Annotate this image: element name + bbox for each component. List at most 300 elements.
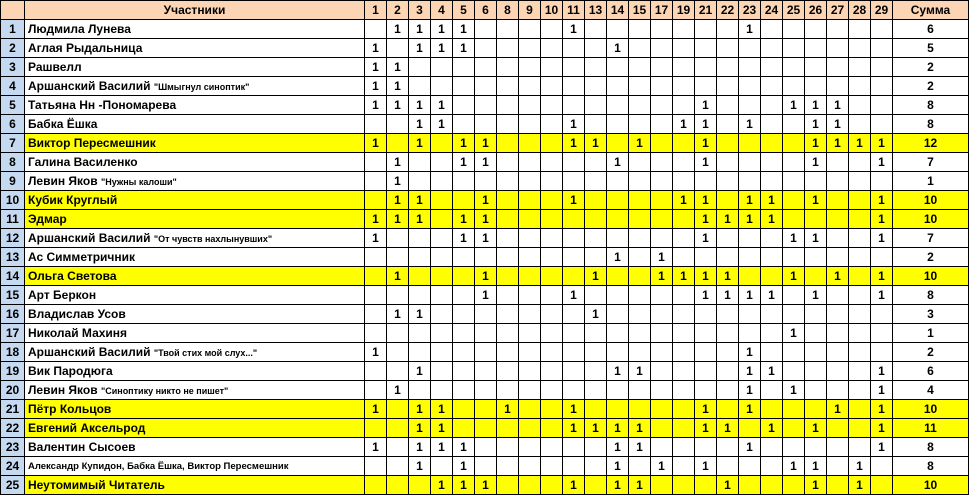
score-cell: 1 — [431, 400, 453, 419]
participant-name-cell — [25, 229, 365, 248]
score-cell — [409, 476, 431, 495]
score-cell: 1 — [673, 115, 695, 134]
score-cell — [497, 153, 519, 172]
row-number: 23 — [1, 438, 25, 457]
table-row — [1, 20, 969, 39]
score-cell: 1 — [453, 438, 475, 457]
score-cell — [431, 210, 453, 229]
row-number: 16 — [1, 305, 25, 324]
score-cell — [871, 476, 893, 495]
score-cell — [607, 324, 629, 343]
score-cell — [761, 172, 783, 191]
score-cell — [431, 134, 453, 153]
participant-name: Вик Пародюга — [28, 364, 113, 378]
score-cell — [761, 476, 783, 495]
score-cell — [695, 343, 717, 362]
score-cell — [783, 438, 805, 457]
score-cell — [761, 153, 783, 172]
score-cell: 1 — [431, 115, 453, 134]
sum-cell: 1 — [893, 172, 969, 191]
score-cell — [651, 20, 673, 39]
score-cell: 1 — [695, 115, 717, 134]
score-cell — [585, 362, 607, 381]
score-cell — [761, 438, 783, 457]
score-cell — [827, 343, 849, 362]
score-cell — [387, 39, 409, 58]
header-col: 13 — [585, 1, 607, 20]
score-cell — [827, 305, 849, 324]
row-number: 7 — [1, 134, 25, 153]
score-cell: 1 — [739, 115, 761, 134]
score-cell: 1 — [805, 419, 827, 438]
score-cell — [409, 248, 431, 267]
score-cell — [365, 153, 387, 172]
score-cell: 1 — [585, 134, 607, 153]
score-cell — [387, 115, 409, 134]
score-cell — [717, 39, 739, 58]
score-cell — [629, 286, 651, 305]
score-cell — [695, 476, 717, 495]
score-cell — [761, 400, 783, 419]
score-cell: 1 — [475, 191, 497, 210]
score-cell — [849, 77, 871, 96]
score-cell — [607, 229, 629, 248]
score-cell — [585, 20, 607, 39]
participant-name: Людмила Лунева — [28, 22, 131, 36]
score-cell — [453, 77, 475, 96]
score-cell — [783, 115, 805, 134]
score-cell — [475, 115, 497, 134]
table-row — [1, 210, 969, 229]
score-cell — [673, 362, 695, 381]
score-cell — [761, 305, 783, 324]
score-cell — [519, 476, 541, 495]
score-cell — [849, 324, 871, 343]
score-cell — [409, 324, 431, 343]
score-cell — [409, 58, 431, 77]
score-cell — [673, 210, 695, 229]
score-cell: 1 — [387, 305, 409, 324]
score-cell — [871, 20, 893, 39]
score-cell — [695, 438, 717, 457]
score-cell: 1 — [695, 191, 717, 210]
sum-cell: 2 — [893, 58, 969, 77]
score-cell — [849, 172, 871, 191]
score-cell — [651, 343, 673, 362]
score-cell — [475, 381, 497, 400]
table-row — [1, 115, 969, 134]
score-cell: 1 — [783, 96, 805, 115]
sum-cell: 10 — [893, 210, 969, 229]
participant-name-cell — [25, 400, 365, 419]
score-cell — [651, 400, 673, 419]
score-cell — [673, 96, 695, 115]
sum-cell: 10 — [893, 191, 969, 210]
score-cell: 1 — [805, 134, 827, 153]
row-number: 14 — [1, 267, 25, 286]
score-cell — [453, 191, 475, 210]
header-col: 23 — [739, 1, 761, 20]
score-cell — [827, 324, 849, 343]
score-cell — [541, 381, 563, 400]
score-cell — [519, 191, 541, 210]
row-number: 9 — [1, 172, 25, 191]
score-cell: 1 — [827, 134, 849, 153]
sum-cell: 1 — [893, 324, 969, 343]
score-cell: 1 — [387, 267, 409, 286]
score-cell: 1 — [563, 115, 585, 134]
score-cell — [849, 248, 871, 267]
score-cell — [739, 153, 761, 172]
score-cell — [519, 96, 541, 115]
score-cell: 1 — [805, 229, 827, 248]
score-cell: 1 — [585, 419, 607, 438]
header-col: 27 — [827, 1, 849, 20]
participant-name-cell — [25, 172, 365, 191]
score-cell — [365, 457, 387, 476]
score-cell — [497, 381, 519, 400]
score-cell — [761, 343, 783, 362]
score-cell — [805, 77, 827, 96]
score-cell — [519, 362, 541, 381]
score-cell — [585, 153, 607, 172]
table-row — [1, 419, 969, 438]
participant-name: Эдмар — [28, 212, 67, 226]
sum-cell: 8 — [893, 115, 969, 134]
score-cell — [805, 267, 827, 286]
sum-cell: 10 — [893, 267, 969, 286]
score-cell: 1 — [651, 248, 673, 267]
score-cell — [827, 58, 849, 77]
score-cell — [453, 96, 475, 115]
score-cell — [849, 39, 871, 58]
score-cell — [629, 96, 651, 115]
sum-cell: 6 — [893, 20, 969, 39]
score-cell — [827, 39, 849, 58]
score-cell — [409, 172, 431, 191]
score-cell — [827, 362, 849, 381]
score-cell — [673, 476, 695, 495]
participant-name-cell — [25, 153, 365, 172]
score-cell — [629, 20, 651, 39]
score-cell: 1 — [761, 419, 783, 438]
score-cell — [607, 134, 629, 153]
score-cell — [365, 20, 387, 39]
header-col: 25 — [783, 1, 805, 20]
score-cell — [519, 419, 541, 438]
score-cell — [431, 229, 453, 248]
score-cell: 1 — [717, 286, 739, 305]
score-cell: 1 — [607, 476, 629, 495]
score-cell: 1 — [453, 229, 475, 248]
score-cell — [739, 305, 761, 324]
score-cell: 1 — [409, 96, 431, 115]
participant-name: Евгений Аксельрод — [28, 421, 146, 435]
score-cell — [827, 191, 849, 210]
row-number: 6 — [1, 115, 25, 134]
sum-cell: 7 — [893, 153, 969, 172]
score-cell — [739, 39, 761, 58]
participant-name-cell — [25, 286, 365, 305]
score-cell — [651, 438, 673, 457]
score-cell — [563, 343, 585, 362]
score-cell: 1 — [761, 191, 783, 210]
score-cell: 1 — [497, 400, 519, 419]
score-cell — [541, 39, 563, 58]
score-cell — [431, 58, 453, 77]
score-cell: 1 — [695, 210, 717, 229]
score-cell — [607, 115, 629, 134]
score-cell: 1 — [761, 286, 783, 305]
score-cell — [453, 115, 475, 134]
score-cell — [761, 381, 783, 400]
score-cell: 1 — [607, 248, 629, 267]
participant-name: Аршанский Василий — [28, 230, 151, 245]
participant-name-cell — [25, 248, 365, 267]
score-cell — [585, 457, 607, 476]
score-cell — [497, 267, 519, 286]
participant-name-cell — [25, 267, 365, 286]
score-cell — [519, 438, 541, 457]
score-cell — [849, 305, 871, 324]
score-cell — [497, 229, 519, 248]
score-cell — [739, 229, 761, 248]
score-cell — [519, 286, 541, 305]
score-cell — [871, 324, 893, 343]
score-cell — [365, 419, 387, 438]
score-cell: 1 — [695, 419, 717, 438]
score-cell — [519, 343, 541, 362]
score-cell — [717, 305, 739, 324]
score-cell — [717, 324, 739, 343]
score-cell — [519, 267, 541, 286]
score-cell — [673, 58, 695, 77]
score-cell — [739, 267, 761, 286]
score-cell — [453, 381, 475, 400]
score-cell — [871, 343, 893, 362]
score-cell — [651, 191, 673, 210]
score-cell — [783, 58, 805, 77]
score-cell — [541, 286, 563, 305]
score-cell — [585, 343, 607, 362]
score-cell — [585, 96, 607, 115]
score-cell: 1 — [871, 191, 893, 210]
score-cell: 1 — [739, 381, 761, 400]
score-cell: 1 — [695, 286, 717, 305]
sum-cell: 12 — [893, 134, 969, 153]
score-cell — [431, 267, 453, 286]
row-number: 10 — [1, 191, 25, 210]
score-cell — [563, 457, 585, 476]
header-col: 19 — [673, 1, 695, 20]
participant-name: Арт Беркон — [28, 288, 97, 302]
participant-note: "Нужны калоши" — [100, 176, 177, 187]
score-cell — [585, 400, 607, 419]
score-cell — [519, 305, 541, 324]
participant-name: Бабка Ёшка — [28, 117, 98, 131]
score-cell: 1 — [717, 419, 739, 438]
score-cell — [387, 476, 409, 495]
score-cell: 1 — [717, 476, 739, 495]
score-cell — [497, 58, 519, 77]
header-col: 3 — [409, 1, 431, 20]
score-cell — [717, 96, 739, 115]
score-cell — [497, 39, 519, 58]
score-cell — [651, 153, 673, 172]
score-cell — [475, 419, 497, 438]
score-cell — [475, 438, 497, 457]
score-cell — [717, 400, 739, 419]
participant-name: Неутомимый Читатель — [28, 478, 165, 492]
score-cell — [717, 77, 739, 96]
score-cell — [651, 286, 673, 305]
score-cell: 1 — [431, 419, 453, 438]
score-cell — [453, 58, 475, 77]
score-cell — [475, 343, 497, 362]
score-cell — [541, 172, 563, 191]
score-cell — [519, 324, 541, 343]
score-cell: 1 — [453, 210, 475, 229]
score-cell — [365, 305, 387, 324]
score-cell: 1 — [761, 362, 783, 381]
score-cell: 1 — [607, 362, 629, 381]
score-cell — [409, 343, 431, 362]
score-cell: 1 — [695, 400, 717, 419]
score-cell: 1 — [475, 476, 497, 495]
row-number: 20 — [1, 381, 25, 400]
score-cell: 1 — [475, 267, 497, 286]
score-cell — [651, 229, 673, 248]
score-cell: 1 — [871, 400, 893, 419]
score-cell — [651, 96, 673, 115]
score-cell — [563, 267, 585, 286]
score-cell: 1 — [761, 210, 783, 229]
score-cell — [739, 457, 761, 476]
table-row — [1, 267, 969, 286]
score-cell: 1 — [607, 39, 629, 58]
score-cell — [541, 134, 563, 153]
score-cell: 1 — [871, 286, 893, 305]
score-cell: 1 — [695, 153, 717, 172]
score-cell — [431, 77, 453, 96]
score-cell: 1 — [871, 134, 893, 153]
header-col: 24 — [761, 1, 783, 20]
header-col: 21 — [695, 1, 717, 20]
score-cell: 1 — [409, 20, 431, 39]
score-cell — [849, 20, 871, 39]
score-cell — [541, 191, 563, 210]
score-cell: 1 — [563, 20, 585, 39]
score-cell — [387, 419, 409, 438]
score-cell: 1 — [805, 96, 827, 115]
score-cell — [651, 115, 673, 134]
score-cell — [651, 419, 673, 438]
table-row — [1, 343, 969, 362]
score-cell: 1 — [387, 58, 409, 77]
score-cell — [453, 362, 475, 381]
score-cell — [651, 134, 673, 153]
participant-name: Левин Яков — [28, 382, 98, 397]
score-cell — [453, 286, 475, 305]
score-cell — [849, 267, 871, 286]
score-cell: 1 — [739, 362, 761, 381]
score-cell — [365, 115, 387, 134]
score-cell — [409, 286, 431, 305]
score-cell: 1 — [695, 96, 717, 115]
score-cell: 1 — [673, 267, 695, 286]
participant-name: Виктор Пересмешник — [28, 136, 156, 150]
score-cell: 1 — [365, 58, 387, 77]
score-cell — [629, 229, 651, 248]
score-cell — [805, 343, 827, 362]
score-cell — [849, 400, 871, 419]
table-row — [1, 381, 969, 400]
row-number: 3 — [1, 58, 25, 77]
score-cell — [475, 457, 497, 476]
score-cell — [739, 172, 761, 191]
header-col: 4 — [431, 1, 453, 20]
score-cell — [585, 324, 607, 343]
score-cell — [585, 39, 607, 58]
score-cell — [717, 362, 739, 381]
header-col: 14 — [607, 1, 629, 20]
score-cell — [541, 362, 563, 381]
score-cell — [387, 248, 409, 267]
score-cell: 1 — [849, 457, 871, 476]
score-cell: 1 — [563, 191, 585, 210]
score-cell — [497, 286, 519, 305]
score-cell: 1 — [783, 229, 805, 248]
score-cell — [783, 20, 805, 39]
row-number: 12 — [1, 229, 25, 248]
score-cell — [805, 210, 827, 229]
score-cell: 1 — [409, 362, 431, 381]
score-cell — [497, 438, 519, 457]
participant-name: Левин Яков — [28, 173, 98, 188]
score-cell — [585, 77, 607, 96]
score-cell — [761, 457, 783, 476]
score-cell — [541, 153, 563, 172]
score-cell — [651, 362, 673, 381]
score-cell — [695, 381, 717, 400]
score-cell — [761, 267, 783, 286]
score-cell — [673, 305, 695, 324]
table-row — [1, 39, 969, 58]
score-cell — [563, 210, 585, 229]
table-row — [1, 229, 969, 248]
score-cell — [387, 400, 409, 419]
score-cell: 1 — [629, 419, 651, 438]
score-cell: 1 — [387, 20, 409, 39]
score-cell — [717, 343, 739, 362]
score-cell — [783, 191, 805, 210]
score-cell — [563, 172, 585, 191]
participant-note: "От чувств нахлынувших" — [153, 233, 273, 244]
score-cell: 1 — [475, 286, 497, 305]
score-cell: 1 — [629, 134, 651, 153]
score-cell: 1 — [871, 267, 893, 286]
score-cell — [497, 476, 519, 495]
header-col: 5 — [453, 1, 475, 20]
row-number: 19 — [1, 362, 25, 381]
score-cell — [783, 400, 805, 419]
score-cell — [827, 419, 849, 438]
score-cell — [849, 58, 871, 77]
score-cell — [409, 77, 431, 96]
score-cell — [695, 39, 717, 58]
score-cell — [519, 381, 541, 400]
score-cell — [365, 362, 387, 381]
